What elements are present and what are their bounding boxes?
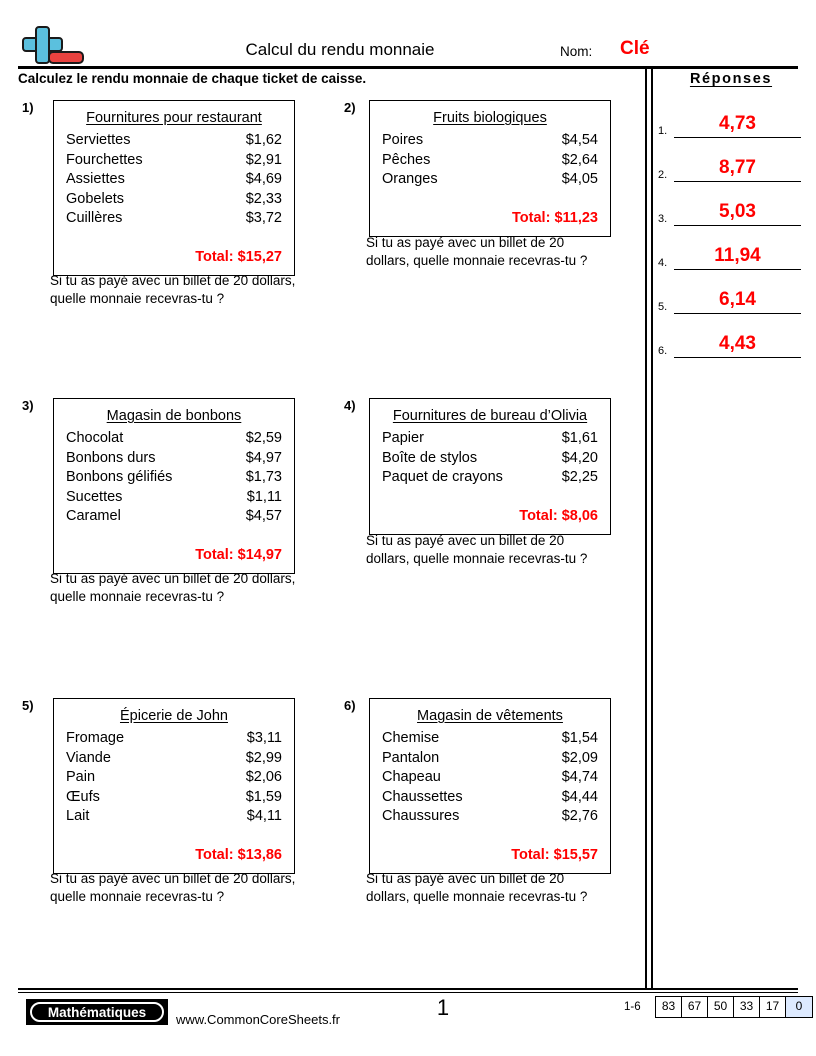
item-name: Oranges xyxy=(382,171,438,187)
receipt-total: Total: $8,06 xyxy=(519,507,598,524)
answers-heading: Réponses xyxy=(689,71,773,87)
receipt-item xyxy=(66,488,282,508)
receipt-item xyxy=(66,807,282,827)
item-name: Poires xyxy=(382,132,424,148)
answer-row[interactable] xyxy=(656,190,806,226)
answer-blank-line xyxy=(674,181,801,182)
receipt-item xyxy=(66,468,282,488)
item-price: $4,69 xyxy=(245,171,282,187)
receipt-total: Total: $15,57 xyxy=(511,846,598,863)
footer-divider-lower xyxy=(18,992,798,993)
receipt-total: Total: $11,23 xyxy=(512,209,598,226)
item-name: Chapeau xyxy=(382,769,441,785)
problem-number: 6) xyxy=(344,698,356,713)
item-name: Chemise xyxy=(382,730,440,746)
item-price: $2,06 xyxy=(245,769,282,785)
item-name: Cuillères xyxy=(66,210,123,226)
item-name: Fromage xyxy=(66,730,125,746)
question-line: Si tu as payé avec un billet de 20 xyxy=(366,235,565,250)
item-price: $4,97 xyxy=(245,449,282,466)
item-price: $4,57 xyxy=(245,508,282,524)
item-name: Fourchettes xyxy=(66,151,143,168)
receipt-item xyxy=(382,807,598,827)
score-cell: 17 xyxy=(760,997,786,1017)
receipt-item xyxy=(66,131,282,151)
answer-blank-line xyxy=(674,313,801,314)
score-scale-table xyxy=(655,996,813,1018)
item-price: $4,20 xyxy=(561,449,598,466)
score-cell: 33 xyxy=(734,997,760,1017)
answer-number: 3. xyxy=(658,213,668,225)
item-price: $1,62 xyxy=(245,132,282,148)
receipt-item xyxy=(382,729,598,749)
question-line: Si tu as payé avec un billet de 20 xyxy=(366,871,565,886)
receipt-title: Fournitures pour restaurant xyxy=(86,110,262,126)
receipt-item xyxy=(66,788,282,808)
item-name: Boîte de stylos xyxy=(382,449,478,466)
question-line: quelle monnaie recevras-tu ? xyxy=(50,291,225,306)
receipt-title: Épicerie de John xyxy=(119,708,228,724)
item-name: Sucettes xyxy=(66,488,123,505)
receipt-item xyxy=(382,131,598,151)
receipt-item xyxy=(66,429,282,449)
receipt-item xyxy=(382,749,598,769)
answer-number: 1. xyxy=(658,125,668,137)
answer-row[interactable] xyxy=(656,102,806,138)
receipt-total: Total: $15,27 xyxy=(195,248,282,265)
item-price: $2,64 xyxy=(561,151,598,168)
receipt-total: Total: $14,97 xyxy=(195,546,282,563)
item-price: $1,61 xyxy=(561,430,598,446)
receipt-item xyxy=(66,749,282,769)
item-price: $2,25 xyxy=(561,469,598,485)
item-name: Lait xyxy=(66,808,90,824)
problem-number: 3) xyxy=(22,398,34,413)
answer-value: 4,43 xyxy=(719,333,756,354)
item-price: $4,44 xyxy=(561,788,598,805)
receipt-item xyxy=(382,788,598,808)
item-name: Papier xyxy=(382,430,424,446)
header-divider xyxy=(18,66,798,69)
problem-number: 4) xyxy=(344,398,356,413)
question-line: quelle monnaie recevras-tu ? xyxy=(50,589,225,604)
problem-question xyxy=(366,870,646,906)
item-price: $2,76 xyxy=(561,808,598,824)
answer-blank-line xyxy=(674,137,801,138)
answer-value: 11,94 xyxy=(714,245,761,266)
receipt-title: Magasin de bonbons xyxy=(106,408,242,424)
item-price: $2,91 xyxy=(245,151,282,168)
item-name: Chaussures xyxy=(382,808,460,824)
receipt-item xyxy=(66,449,282,469)
question-line: Si tu as payé avec un billet de 20 xyxy=(366,533,565,548)
receipt-item xyxy=(382,429,598,449)
problem-number: 1) xyxy=(22,100,34,115)
answer-number: 4. xyxy=(658,257,668,269)
problem-number: 2) xyxy=(344,100,356,115)
score-cell: 50 xyxy=(708,997,734,1017)
item-price: $4,74 xyxy=(561,769,598,785)
receipt-card xyxy=(53,698,295,874)
receipt-title: Fournitures de bureau d’Olivia xyxy=(392,408,588,424)
receipt-item xyxy=(66,729,282,749)
answer-key-label: Clé xyxy=(620,38,650,59)
score-cell: 67 xyxy=(682,997,708,1017)
receipt-item xyxy=(382,170,598,190)
answer-value: 8,77 xyxy=(719,157,756,178)
item-price: $2,09 xyxy=(561,749,598,766)
answer-value: 5,03 xyxy=(719,201,756,222)
item-price: $3,72 xyxy=(245,210,282,226)
logo-plus-center xyxy=(37,39,48,50)
receipt-item xyxy=(382,468,598,488)
score-range-label: 1-6 xyxy=(624,1001,641,1013)
score-cell-highlighted: 0 xyxy=(786,997,812,1017)
answer-row[interactable] xyxy=(656,146,806,182)
receipt-card xyxy=(369,398,611,535)
receipt-item xyxy=(66,768,282,788)
receipt-item xyxy=(382,768,598,788)
receipt-total: Total: $13,86 xyxy=(195,846,282,863)
item-name: Œufs xyxy=(66,788,100,805)
score-cell: 83 xyxy=(656,997,682,1017)
answer-value: 4,73 xyxy=(719,113,756,134)
receipt-title: Fruits biologiques xyxy=(433,110,547,126)
instruction-text: Calculez le rendu monnaie de chaque ticket de caisse. xyxy=(18,71,367,86)
receipt-card xyxy=(53,398,295,574)
item-price: $4,54 xyxy=(561,132,598,148)
item-name: Bonbons gélifiés xyxy=(66,469,173,485)
item-name: Viande xyxy=(66,749,111,766)
question-line: dollars, quelle monnaie recevras-tu ? xyxy=(366,889,588,904)
receipt-card xyxy=(53,100,295,276)
answer-value: 6,14 xyxy=(719,289,756,310)
brand-badge-label: Mathématiques xyxy=(30,1002,164,1022)
answer-number: 2. xyxy=(658,169,668,181)
problem-question xyxy=(50,870,350,906)
item-name: Assiettes xyxy=(66,171,125,187)
problem-question xyxy=(50,570,350,606)
receipt-item xyxy=(66,151,282,171)
problem-question xyxy=(366,532,646,568)
item-price: $1,73 xyxy=(245,469,282,485)
answer-blank-line xyxy=(674,225,801,226)
item-price: $2,33 xyxy=(245,190,282,207)
answers-divider-inner xyxy=(651,66,653,990)
site-url: www.CommonCoreSheets.fr xyxy=(176,1012,340,1027)
item-name: Caramel xyxy=(66,508,121,524)
item-name: Pantalon xyxy=(382,749,440,766)
plus-minus-logo-icon xyxy=(18,26,84,66)
answer-row[interactable] xyxy=(656,234,806,270)
question-line: dollars, quelle monnaie recevras-tu ? xyxy=(366,551,588,566)
answer-blank-line xyxy=(674,357,801,358)
item-price: $1,54 xyxy=(561,730,598,746)
page-header xyxy=(0,0,816,70)
question-line: dollars, quelle monnaie recevras-tu ? xyxy=(366,253,588,268)
answer-row[interactable] xyxy=(656,278,806,314)
receipt-card xyxy=(369,100,611,237)
answer-number: 6. xyxy=(658,345,668,357)
logo-minus-bar xyxy=(48,51,84,64)
item-name: Paquet de crayons xyxy=(382,469,503,485)
receipt-title: Magasin de vêtements xyxy=(417,708,563,724)
name-label: Nom: xyxy=(560,44,593,59)
item-name: Serviettes xyxy=(66,132,131,148)
question-line: Si tu as payé avec un billet de 20 dollars, xyxy=(50,871,296,886)
receipt-item xyxy=(382,449,598,469)
receipt-item xyxy=(66,507,282,527)
problem-question xyxy=(50,272,350,308)
question-line: quelle monnaie recevras-tu ? xyxy=(50,889,225,904)
item-price: $3,11 xyxy=(246,730,282,746)
receipt-card xyxy=(369,698,611,874)
brand-badge xyxy=(26,999,168,1025)
problem-number: 5) xyxy=(22,698,34,713)
item-price: $2,99 xyxy=(245,749,282,766)
footer-divider-upper xyxy=(18,988,798,990)
item-name: Gobelets xyxy=(66,190,125,207)
receipt-item xyxy=(66,190,282,210)
answers-divider-outer xyxy=(645,66,647,990)
answer-number: 5. xyxy=(658,301,668,313)
item-price: $4,05 xyxy=(561,171,598,187)
item-price: $2,59 xyxy=(245,430,282,446)
item-price: $1,59 xyxy=(245,788,282,805)
item-name: Chocolat xyxy=(66,430,124,446)
page-number: 1 xyxy=(436,995,450,1020)
receipt-item xyxy=(66,209,282,229)
item-name: Bonbons durs xyxy=(66,449,156,466)
problem-question xyxy=(366,234,646,270)
item-name: Pain xyxy=(66,769,96,785)
answer-row[interactable] xyxy=(656,322,806,358)
question-line: Si tu as payé avec un billet de 20 dollars, xyxy=(50,571,296,586)
page-title: Calcul du rendu monnaie xyxy=(245,40,435,59)
item-name: Pêches xyxy=(382,151,431,168)
item-price: $4,11 xyxy=(246,808,282,824)
item-name: Chaussettes xyxy=(382,788,463,805)
question-line: Si tu as payé avec un billet de 20 dollars, xyxy=(50,273,296,288)
receipt-item xyxy=(66,170,282,190)
item-price: $1,11 xyxy=(246,488,282,505)
receipt-item xyxy=(382,151,598,171)
answer-blank-line xyxy=(674,269,801,270)
